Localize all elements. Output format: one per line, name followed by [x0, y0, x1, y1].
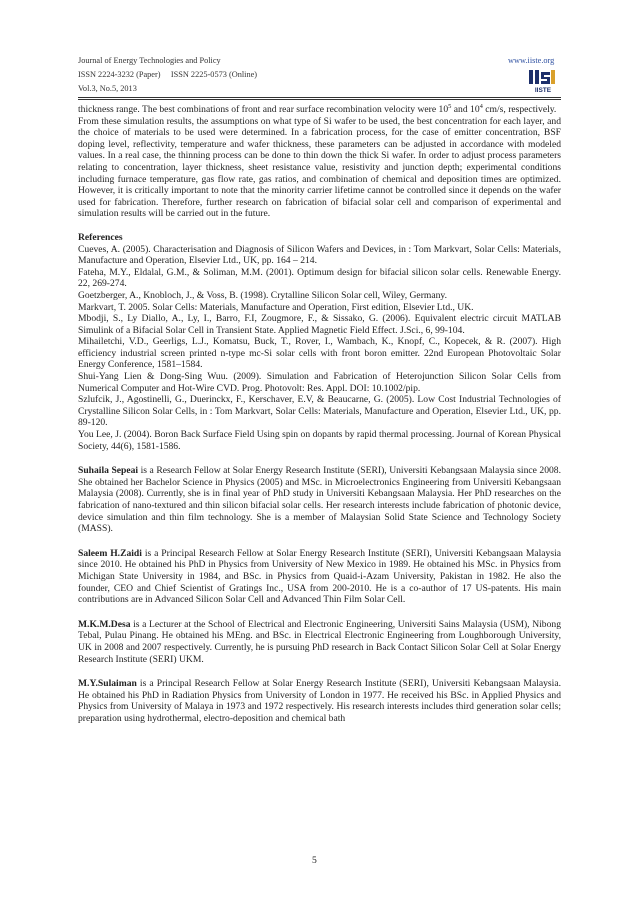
- volume-info: Vol.3, No.5, 2013: [78, 84, 137, 93]
- header-rule: [78, 97, 561, 98]
- journal-title: Journal of Energy Technologies and Policy: [78, 56, 221, 65]
- reference-item: Cueves, A. (2005). Characterisation and Diagnosis of Silicon Wafers and Devices, in : Tom Markvart, Solar Cells: Materials, Manufacture and Operation, Elsevier Ltd., UK, pp. 164 – 214.: [78, 243, 561, 267]
- author-name: Saleem H.Zaidi: [78, 547, 142, 559]
- logo-text: IISTE: [534, 87, 552, 94]
- paragraph-simulation-results: From these simulation results, the assumptions on what type of Si wafer to be used, the best concentration for each layer, and the choice of materials to be used were determined. In a fabrication process, for the case of emitter concentration, BSF doping level, reflectivity, temperature and wafer thickness, these parameters can be adjusted in accordance with modeled values. In a real case, the thinning process can be done to thin down the thick Si wafer. In order to adjust process parameters relating to concentration, layer thickness, sheet resistance value, resistivity and junction depth; experimental conditions including furnace temperature, gas flow rate, gas ratios, and combination of chemical and deposition times are optimized. However, it is critically important to note that the minority carrier lifetime cannot be controlled since it depends on the wafer used for fabrication. Therefore, further research on fabrication of bifacial solar cell and comparison of experimental and simulation results will be carried out in the future.: [78, 115, 561, 220]
- author-bio: Suhaila Sepeai is a Research Fellow at Solar Energy Research Institute (SERI), Universiti Kebangsaan Malaysia since 2008. She obtained her Bachelor Science in Physics (2005) and MSc. in Microelectronics Engineering from Universiti Kebangsaan Malaysia (2008). Currently, she is in final year of PhD study in Universiti Kebangsaan Malaysia. Her PhD researches on the fabrication of nano-textured and thin silicon bifacial solar cells. Her research interests include fabrication of photonic device, device simulation and thin film technology. She is a member of Malaysian Solid State Science and Technology Society (MASS).: [78, 465, 561, 535]
- reference-item: Shui-Yang Lien & Dong-Sing Wuu. (2009). Simulation and Fabrication of Heterojunction Silicon Solar Cells from Numerical Computer and Hot-Wire CVD. Prog. Photovolt: Res. Appl. DOI: 10.1002/pip.: [78, 371, 561, 394]
- author-name: Suhaila Sepeai: [78, 465, 139, 477]
- page-number: 5: [312, 855, 317, 866]
- issn-paper: ISSN 2224-3232 (Paper): [78, 70, 161, 79]
- issn-online: ISSN 2225-0573 (Online): [170, 70, 258, 79]
- reference-item: Szlufcik, J., Agostinelli, G., Duerinckx, F., Kerschaver, E.V, & Beaucarne, G. (2005). Low Cost Industrial Technologies of Crystalline Silicon Solar Cells, in : Tom Markvart, Solar Cells: Materials, Manufacture and Operation, Elsevier Ltd., UK, pp. 89-120.: [78, 394, 561, 429]
- author-name: M.Y.Sulaiman: [78, 678, 137, 690]
- reference-item: Fateha, M.Y., Eldalal, G.M., & Soliman, M.M. (2001). Optimum design for bifacial silicon solar cells. Renewable Energy. 22, 269-274.: [78, 266, 561, 290]
- author-bio: M.Y.Sulaiman is a Principal Research Fellow at Solar Energy Research Institute (SERI), Universiti Kebangsaan Malaysia. He obtained his PhD in Radiation Physics from University of London in 1977. He received his BSc. in Applied Physics and Physics from University of Malaya in 1973 and 1972 respectively. His research interests includes third generation solar cells; preparation using hydrothermal, electro-deposition and chemical bath: [78, 678, 561, 724]
- references-heading: References: [78, 231, 123, 243]
- page-body: [78, 104, 561, 725]
- reference-item: Mbodji, S., Ly Diallo, A., Ly, I., Barro, F.I, Zougmore, F., & Sissako, G. (2006). Equivalent electric circuit MATLAB Simulink of a Bifacial Solar Cell in Transient State. Applied Magnetic Field Effect. J.Sci., 6, 99-104.: [78, 313, 561, 336]
- iiste-logo: [526, 68, 560, 94]
- author-bio: Saleem H.Zaidi is a Principal Research Fellow at Solar Energy Research Institute (SERI), Universiti Kebangsaan Malaysia since 2010. He obtained his PhD in Physics from University of New Mexico in 1989. He obtained his MSc. in Physics from Michigan State University in 1984, and BSc. in Physics from Quaid-i-Azam University, Pakistan in 1982. He also the founder, CEO and Chief Scientist of Gratings Inc., USA from 200-2010. He is a co-author of 17 US-patents. His main contributions are in Advanced Silicon Solar Cell and Advanced Thin Film Solar Cell.: [78, 547, 561, 606]
- reference-item: Mihailetchi, V.D., Geerligs, L.J., Komatsu, Buck, T., Rover, I., Wambach, K., Knopf, C., Kopecek, & R. (2007). High efficiency industrial screen printed n-type mc-Si solar cells with front boron emitter. 22nd European Photovoltaic Solar Energy Conference, 1581–1584.: [78, 336, 561, 371]
- author-name: M.K.M.Desa: [78, 618, 131, 630]
- header-rule-2: [78, 99, 561, 100]
- paragraph-conclusion-end: thickness range. The best combinations of front and rear surface recombination velocity were $10^5$ and $10^4$ cm/s, respectively.: [78, 102, 557, 115]
- issn-line: [78, 70, 257, 80]
- author-bio: M.K.M.Desa is a Lecturer at the School of Electrical and Electronic Engineering, Universiti Sains Malaysia (USM), Nibong Tebal, Pulau Pinang. He obtained his MEng. and BSc. in Electrical Electronic Engineering from Loughborough University, UK in 2008 and 2007 respectively. Currently, he is pursuing PhD research in Back Contact Silicon Solar Cell at Solar Energy Research Institute (SERI) UKM.: [78, 618, 561, 665]
- reference-item: Goetzberger, A., Knobloch, J., & Voss, B. (1998). Crytalline Silicon Solar cell, Wiley, Germany.: [78, 289, 447, 301]
- journal-url[interactable]: www.iiste.org: [508, 56, 555, 65]
- reference-item: Markvart, T. 2005. Solar Cells: Materials, Manufacture and Operation, First edition, Elsevier Ltd., UK.: [78, 301, 474, 313]
- reference-item: You Lee, J. (2004). Boron Back Surface Field Using spin on dopants by rapid thermal processing. Journal of Korean Physical Society, 44(6), 1581-1586.: [78, 429, 561, 452]
